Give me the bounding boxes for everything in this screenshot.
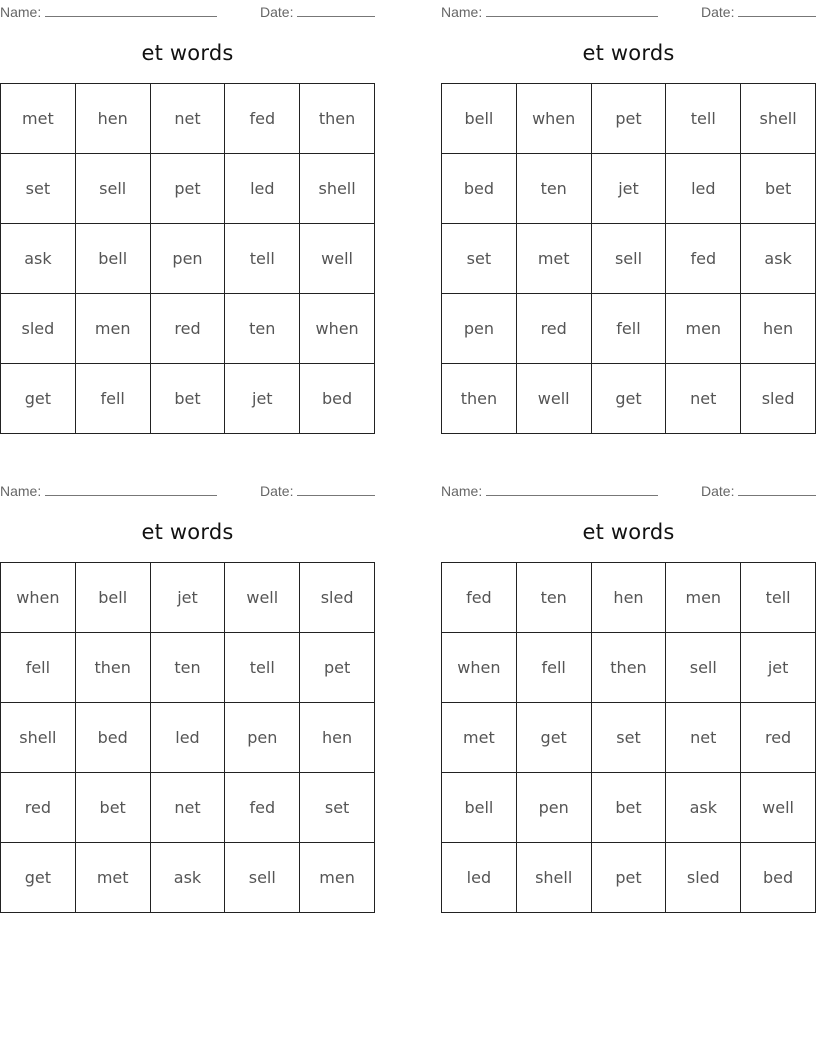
word-card [441,0,816,408]
word-cell: shell [517,843,592,913]
word-cell: jet [151,563,226,633]
word-cell: led [151,703,226,773]
word-cell: pet [151,154,226,224]
word-cell: men [300,843,375,913]
word-cell: pen [442,294,517,364]
word-cell: well [300,224,375,294]
word-cell: then [300,84,375,154]
word-cell: ask [666,773,741,843]
word-card [0,479,375,887]
word-cell: bet [151,364,226,434]
word-cell: jet [741,633,816,703]
word-cell: net [151,773,226,843]
word-cell: get [592,364,667,434]
name-date-header [0,479,375,499]
word-cell: sled [741,364,816,434]
word-cell: well [517,364,592,434]
word-card [0,0,375,408]
word-cell: sled [1,294,76,364]
word-cell: shell [1,703,76,773]
word-cell: hen [592,563,667,633]
word-cell: sled [666,843,741,913]
date-label: Date: [260,483,294,499]
name-field [0,3,217,20]
date-label: Date: [701,4,735,20]
word-cell: fell [517,633,592,703]
name-blank-line[interactable] [45,482,217,496]
word-cell: sled [300,563,375,633]
word-cell: set [1,154,76,224]
word-cell: sell [666,633,741,703]
word-cell: then [592,633,667,703]
word-cell: bed [442,154,517,224]
name-field [441,482,658,499]
word-cell: when [442,633,517,703]
date-blank-line[interactable] [297,3,375,17]
word-grid [0,562,375,913]
word-cell: red [1,773,76,843]
word-cell: when [517,84,592,154]
word-cell: set [592,703,667,773]
word-grid [441,83,816,434]
word-cell: pen [151,224,226,294]
word-cell: led [666,154,741,224]
word-cell: get [1,843,76,913]
word-cell: fed [225,773,300,843]
word-cell: fed [666,224,741,294]
name-date-header [0,0,375,20]
name-blank-line[interactable] [45,3,217,17]
name-blank-line[interactable] [486,3,658,17]
word-cell: hen [741,294,816,364]
date-field [260,482,375,499]
date-label: Date: [701,483,735,499]
word-cell: ten [225,294,300,364]
word-cell: sell [592,224,667,294]
word-cell: net [151,84,226,154]
word-cell: pet [300,633,375,703]
name-label: Name: [0,4,42,20]
word-cell: ask [1,224,76,294]
card-title: et words [141,520,234,544]
word-cell: net [666,364,741,434]
name-blank-line[interactable] [486,482,658,496]
word-cell: bet [76,773,151,843]
word-cell: bed [76,703,151,773]
word-card [441,479,816,887]
word-cell: set [442,224,517,294]
word-cell: shell [741,84,816,154]
card-title: et words [582,41,675,65]
word-cell: ask [741,224,816,294]
name-date-header [441,0,816,20]
word-cell: fed [442,563,517,633]
word-cell: tell [666,84,741,154]
word-cell: sell [76,154,151,224]
word-cell: tell [225,633,300,703]
word-cell: pet [592,84,667,154]
word-cell: fell [1,633,76,703]
name-label: Name: [0,483,42,499]
word-cell: hen [76,84,151,154]
word-cell: ask [151,843,226,913]
word-cell: well [225,563,300,633]
word-cell: bet [592,773,667,843]
word-cell: red [151,294,226,364]
word-cell: bell [76,563,151,633]
date-label: Date: [260,4,294,20]
name-label: Name: [441,4,483,20]
word-cell: met [442,703,517,773]
word-cell: bed [300,364,375,434]
date-field [701,3,816,20]
word-cell: when [300,294,375,364]
date-blank-line[interactable] [738,3,816,17]
word-cell: met [517,224,592,294]
card-title: et words [582,520,675,544]
word-cell: jet [225,364,300,434]
date-blank-line[interactable] [297,482,375,496]
word-cell: bet [741,154,816,224]
word-grid [0,83,375,434]
word-cell: met [1,84,76,154]
word-cell: men [666,294,741,364]
word-cell: red [741,703,816,773]
word-cell: led [442,843,517,913]
word-cell: get [517,703,592,773]
word-cell: set [300,773,375,843]
name-field [441,3,658,20]
word-cell: men [666,563,741,633]
word-cell: sell [225,843,300,913]
word-cell: pen [517,773,592,843]
word-cell: ten [151,633,226,703]
word-cell: ten [517,563,592,633]
word-cell: pet [592,843,667,913]
word-cell: net [666,703,741,773]
word-cell: tell [741,563,816,633]
word-cell: pen [225,703,300,773]
date-field [701,482,816,499]
date-field [260,3,375,20]
word-cell: bell [442,773,517,843]
date-blank-line[interactable] [738,482,816,496]
word-cell: bell [442,84,517,154]
name-date-header [441,479,816,499]
word-cell: bell [76,224,151,294]
word-cell: hen [300,703,375,773]
word-cell: led [225,154,300,224]
word-cell: get [1,364,76,434]
word-cell: fed [225,84,300,154]
word-grid [441,562,816,913]
word-cell: well [741,773,816,843]
word-cell: jet [592,154,667,224]
word-cell: tell [225,224,300,294]
word-cell: met [76,843,151,913]
name-label: Name: [441,483,483,499]
word-cell: then [76,633,151,703]
word-cell: men [76,294,151,364]
word-cell: fell [76,364,151,434]
word-cell: ten [517,154,592,224]
word-cell: then [442,364,517,434]
word-cell: fell [592,294,667,364]
word-cell: bed [741,843,816,913]
word-cell: when [1,563,76,633]
name-field [0,482,217,499]
word-cell: red [517,294,592,364]
card-title: et words [141,41,234,65]
word-cell: shell [300,154,375,224]
